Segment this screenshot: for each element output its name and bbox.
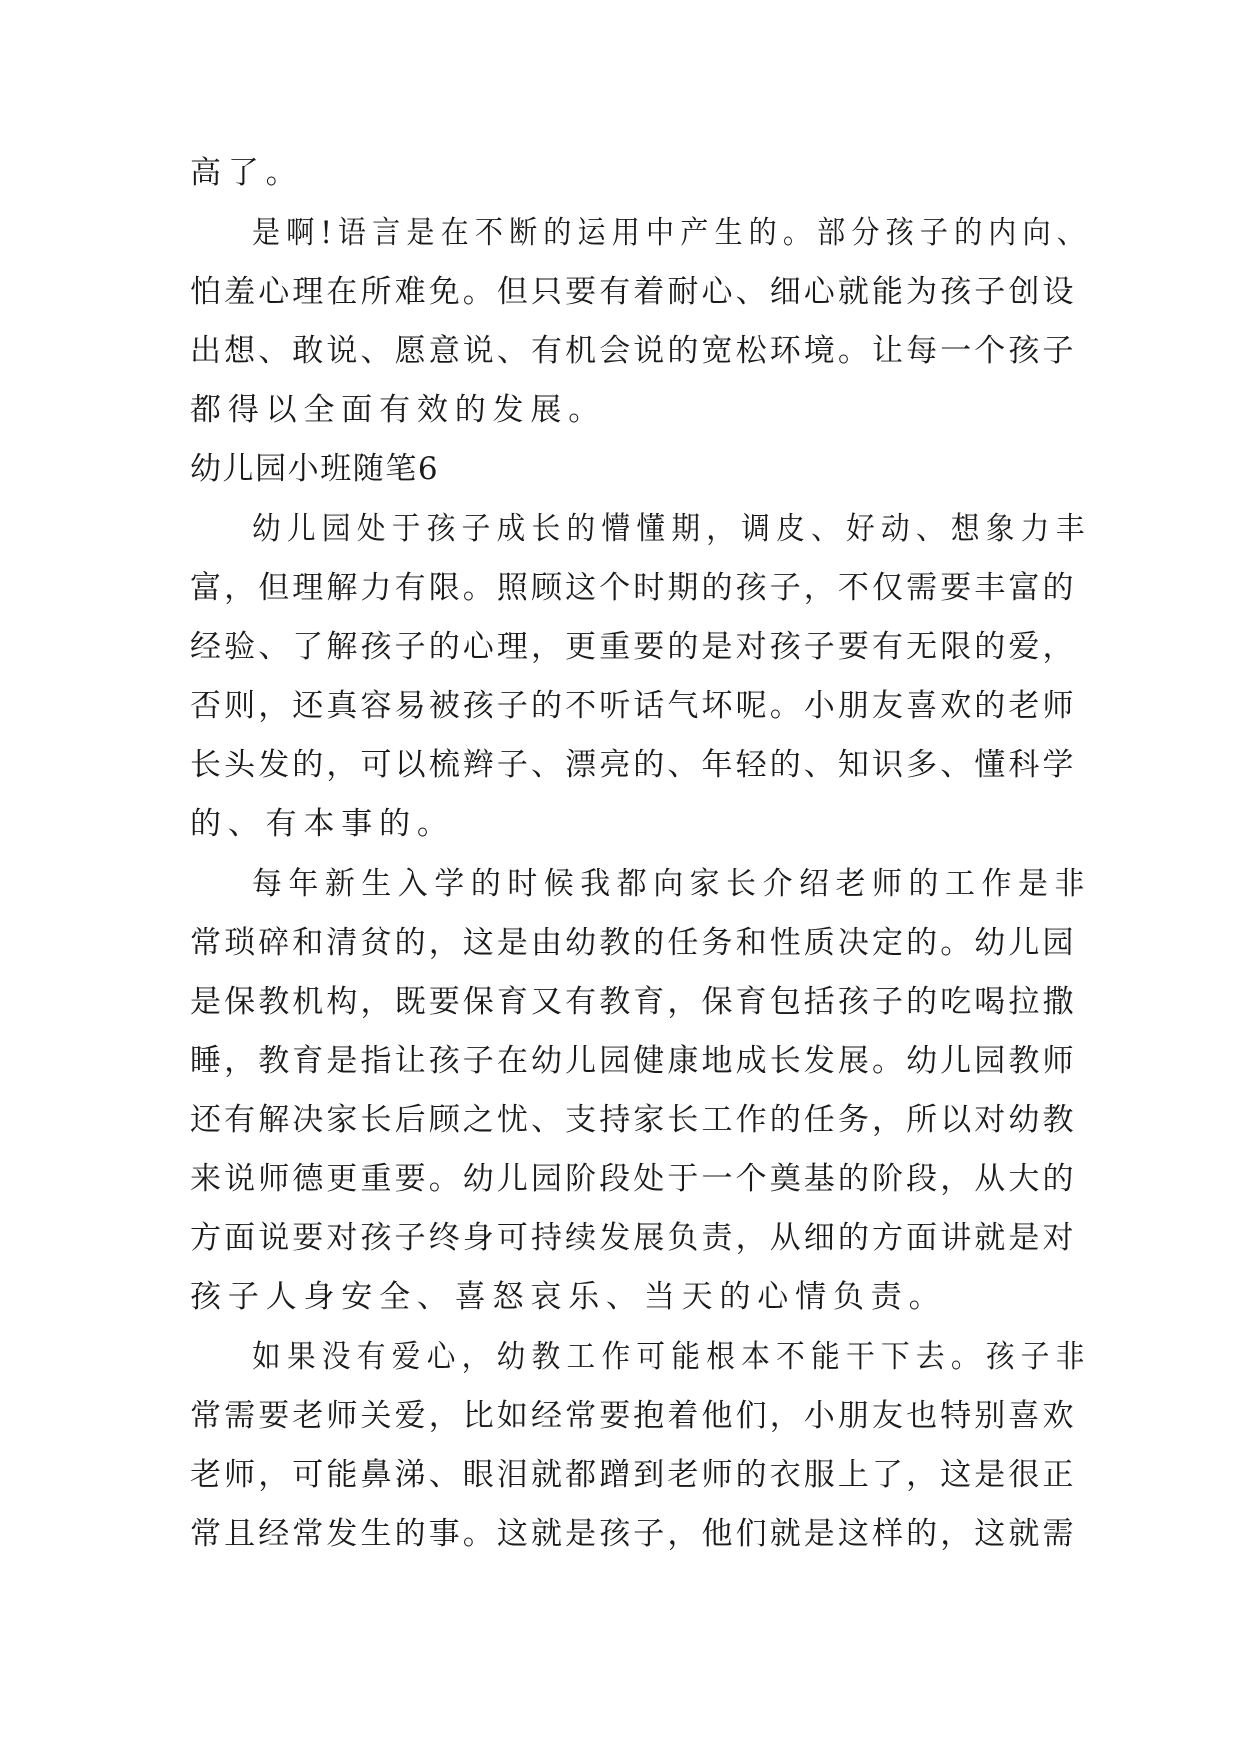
paragraph-line: 常且经常发生的事。这就是孩子，他们就是这样的，这就需	[190, 1516, 1077, 1552]
paragraph-line: 的、有本事的。	[190, 806, 455, 842]
paragraph-line: 否则，还真容易被孩子的不听话气坏呢。小朋友喜欢的老师	[190, 688, 1077, 724]
paragraph-line: 来说师德更重要。幼儿园阶段处于一个奠基的阶段，从大的	[190, 1161, 1077, 1197]
paragraph-line: 是啊!语言是在不断的运用中产生的。部分孩子的内向、	[252, 215, 1091, 251]
paragraph-line: 如果没有爱心，幼教工作可能根本不能干下去。孩子非	[252, 1339, 1091, 1375]
paragraph-line: 经验、了解孩子的心理，更重要的是对孩子要有无限的爱，	[190, 629, 1077, 665]
paragraph-line: 高了。	[190, 155, 304, 191]
paragraph-line: 富，但理解力有限。照顾这个时期的孩子，不仅需要丰富的	[190, 570, 1077, 606]
paragraph-line: 还有解决家长后顾之忧、支持家长工作的任务，所以对幼教	[190, 1102, 1077, 1138]
paragraph-line: 老师，可能鼻涕、眼泪就都蹭到老师的衣服上了，这是很正	[190, 1457, 1077, 1493]
paragraph-line: 方面说要对孩子终身可持续发展负责，从细的方面讲就是对	[190, 1220, 1077, 1256]
paragraph-line: 每年新生入学的时候我都向家长介绍老师的工作是非	[252, 866, 1091, 902]
paragraph-line: 常需要老师关爱，比如经常要抱着他们，小朋友也特别喜欢	[190, 1398, 1077, 1434]
paragraph-line: 幼儿园处于孩子成长的懵懂期，调皮、好动、想象力丰	[252, 511, 1091, 547]
paragraph-line: 是保教机构，既要保育又有教育，保育包括孩子的吃喝拉撒	[190, 984, 1077, 1020]
paragraph-line: 怕羞心理在所难免。但只要有着耐心、细心就能为孩子创设	[190, 274, 1077, 310]
paragraph-line: 长头发的，可以梳辫子、漂亮的、年轻的、知识多、懂科学	[190, 747, 1077, 783]
paragraph-line: 孩子人身安全、喜怒哀乐、当天的心情负责。	[190, 1279, 947, 1315]
paragraph-line: 都得以全面有效的发展。	[190, 392, 607, 428]
section-heading: 幼儿园小班随笔6	[190, 451, 440, 487]
paragraph-line: 常琐碎和清贫的，这是由幼教的任务和性质决定的。幼儿园	[190, 925, 1077, 961]
paragraph-line: 睡，教育是指让孩子在幼儿园健康地成长发展。幼儿园教师	[190, 1043, 1077, 1079]
paragraph-line: 出想、敢说、愿意说、有机会说的宽松环境。让每一个孩子	[190, 333, 1077, 369]
